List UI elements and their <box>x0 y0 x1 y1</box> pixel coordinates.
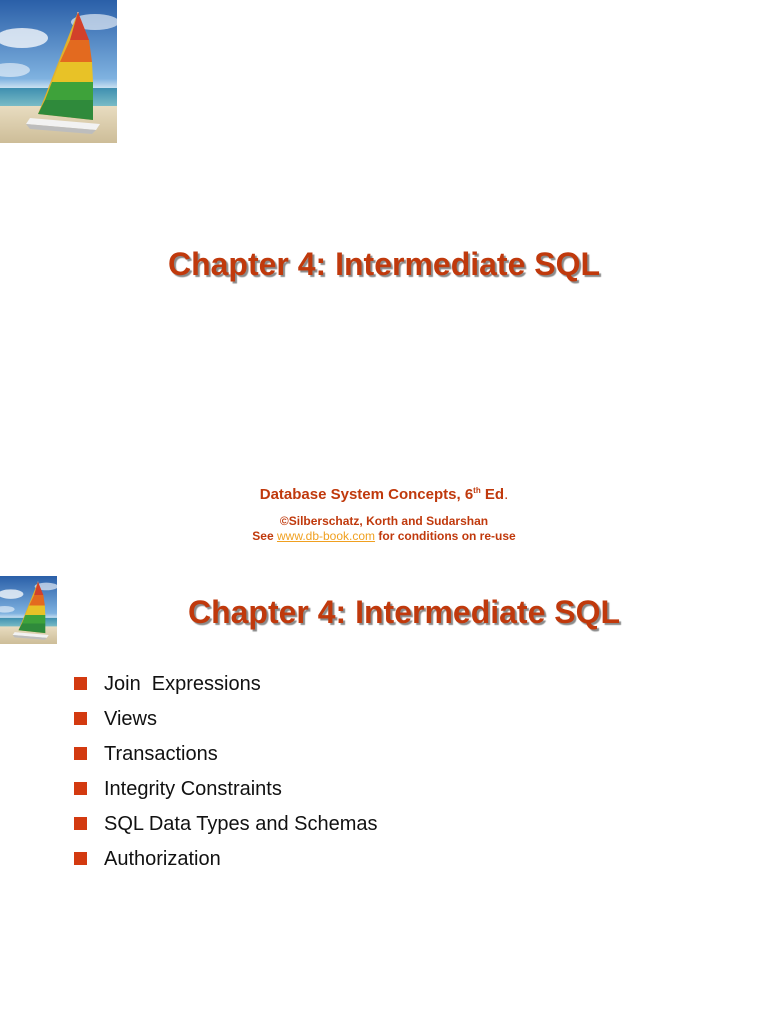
sailboat-logo <box>0 0 117 143</box>
db-book-link[interactable]: www.db-book.com <box>276 529 376 543</box>
copyright-notice: ©Silberschatz, Korth and Sudarshan <box>279 514 489 528</box>
square-bullet-icon <box>74 852 87 865</box>
topic-label: Integrity Constraints <box>104 778 282 800</box>
topic-label: SQL Data Types and Schemas <box>104 813 378 835</box>
book-title: Database System Concepts, 6 <box>259 486 474 503</box>
outline-slide <box>0 576 768 1024</box>
reuse-prefix: See <box>252 529 277 543</box>
square-bullet-icon <box>74 712 87 725</box>
list-item <box>74 672 378 707</box>
topic-label: Join Expressions <box>104 673 261 695</box>
list-item <box>74 742 378 777</box>
square-bullet-icon <box>74 747 87 760</box>
citation-period: . <box>504 486 509 503</box>
topic-label: Authorization <box>104 848 221 870</box>
list-item <box>74 812 378 847</box>
reuse-notice <box>0 529 768 543</box>
square-bullet-icon <box>74 782 87 795</box>
reuse-suffix: for conditions on re-use <box>375 529 516 543</box>
slide-title: Chapter 4: Intermediate SQL <box>167 246 601 282</box>
slide-title: Chapter 4: Intermediate SQL <box>187 594 621 630</box>
list-item <box>74 707 378 742</box>
square-bullet-icon <box>74 817 87 830</box>
topic-label: Views <box>104 708 157 730</box>
edition-suffix: Ed <box>480 486 505 503</box>
square-bullet-icon <box>74 677 87 690</box>
topic-label: Transactions <box>104 743 218 765</box>
list-item <box>74 847 378 882</box>
edition-superscript: th <box>473 486 481 495</box>
book-citation <box>0 486 768 503</box>
topic-list <box>74 672 378 882</box>
list-item <box>74 777 378 812</box>
